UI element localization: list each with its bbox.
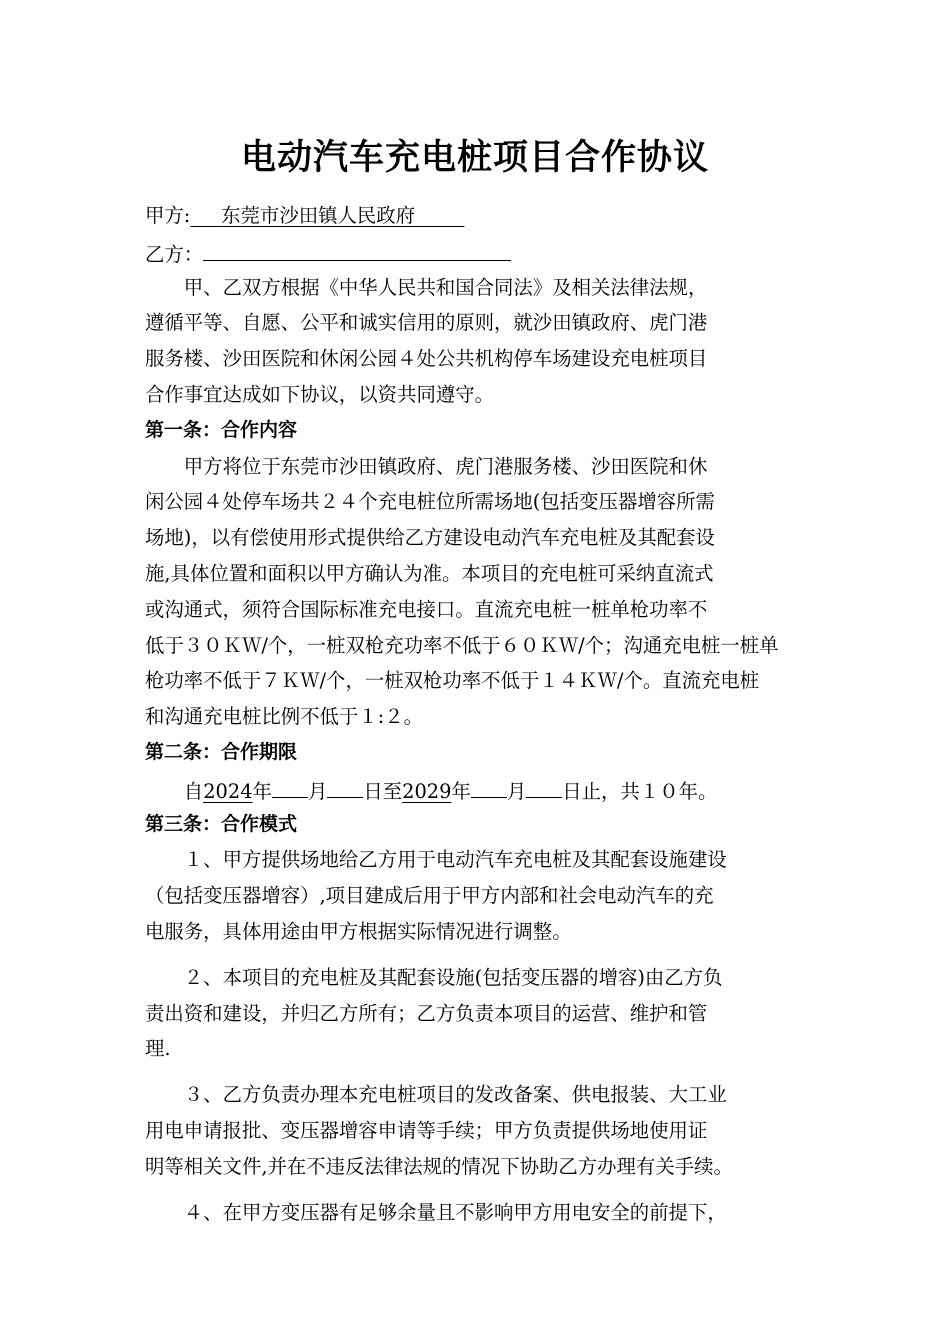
party-b-blank [203, 234, 511, 261]
party-a-label: 甲方: [145, 204, 191, 227]
party-a-line [145, 198, 817, 234]
article-3-item-2 [145, 960, 817, 1067]
party-b-label: 乙方： [145, 242, 204, 266]
article-3-line: 明等相关文件,并在不违反法律法规的情况下协助乙方办理有关手续。 [145, 1154, 733, 1178]
document-title: 电动汽车充电桩项目合作协议 [240, 138, 709, 178]
article-3-line: 责出资和建设，并归乙方所有；乙方负责本项目的运营、维护和管 [145, 1001, 708, 1025]
article-3-line: 用电申请报批、变压器增容申请等手续；甲方负责提供场地使用证 [145, 1118, 708, 1142]
preamble-line: 合作事宜达成如下协议，以资共同遵守。 [145, 382, 495, 406]
article-3-line: ４、在甲方变压器有足够余量且不影响甲方用电安全的前提下， [183, 1200, 727, 1224]
end-day-blank [526, 771, 562, 798]
article-3-item-4 [145, 1195, 817, 1231]
article-3-line: ２、本项目的充电桩及其配套设施(包括变压器的增容)由乙方负 [183, 965, 723, 989]
start-year: 2024 [203, 779, 253, 803]
article-1-heading: 第一条：合作内容 [145, 418, 298, 441]
end-year: 2029 [402, 779, 452, 803]
preamble [145, 270, 817, 413]
article-2-term-line: 自2024年 月 日至2029年 月 日止，共１０年。 [145, 771, 817, 807]
article-3-heading: 第三条：合作模式 [145, 812, 298, 835]
article-3-line: ３、乙方负责办理本充电桩项目的发改备案、供电报装、大工业 [183, 1083, 727, 1107]
document-body [145, 198, 817, 1230]
party-a-value: 东莞市沙田镇人民政府 [221, 204, 416, 227]
preamble-line: 遵循平等、自愿、公平和诚实信用的原则，就沙田镇政府、虎门港 [145, 311, 708, 335]
article-3-item-1 [145, 842, 817, 949]
article-3-line: 电服务，具体用途由甲方根据实际情况进行调整。 [145, 919, 572, 943]
article-1-line: 和沟通充电桩比例不低于１:２。 [145, 705, 424, 729]
party-b-line [145, 234, 817, 270]
article-1-line: 甲方将位于东莞市沙田镇政府、虎门港服务楼、沙田医院和休 [183, 454, 708, 478]
article-3-line: 理. [145, 1037, 171, 1061]
article-1-line: 枪功率不低于７ＫＷ/个，一桩双枪功率不低于１４ＫＷ/个。直流充电桩 [145, 669, 760, 693]
start-month-blank [272, 771, 308, 798]
article-1-line: 低于３０ＫＷ/个，一桩双枪充功率不低于６０ＫＷ/个；沟通充电桩一桩单 [145, 633, 779, 657]
article-3-line: １、甲方提供场地给乙方用于电动汽车充电桩及其配套设施建设 [183, 848, 727, 872]
article-1-line: 或沟通式，须符合国际标准充电接口。直流充电桩一桩单枪功率不 [145, 597, 708, 621]
end-month-blank [471, 771, 507, 798]
start-day-blank [327, 771, 363, 798]
article-1-body [145, 449, 817, 735]
preamble-line: 服务楼、沙田医院和休闲公园４处公共机构停车场建设充电桩项目 [145, 347, 708, 371]
article-1-line: 闲公园４处停车场共２４个充电桩位所需场地(包括变压器增容所需 [145, 490, 715, 514]
article-3-line: （包括变压器增容）,项目建成后用于甲方内部和社会电动汽车的充 [145, 884, 714, 908]
preamble-line: 甲、乙双方根据《中华人民共和国合同法》及相关法律法规， [183, 275, 708, 299]
article-2-heading: 第二条：合作期限 [145, 740, 298, 763]
article-1-line: 场地)，以有偿使用形式提供给乙方建设电动汽车充电桩及其配套设 [145, 526, 715, 550]
article-1-line: 施,具体位置和面积以甲方确认为准。本项目的充电桩可采纳直流式 [145, 561, 714, 585]
article-3-item-3 [145, 1077, 817, 1184]
